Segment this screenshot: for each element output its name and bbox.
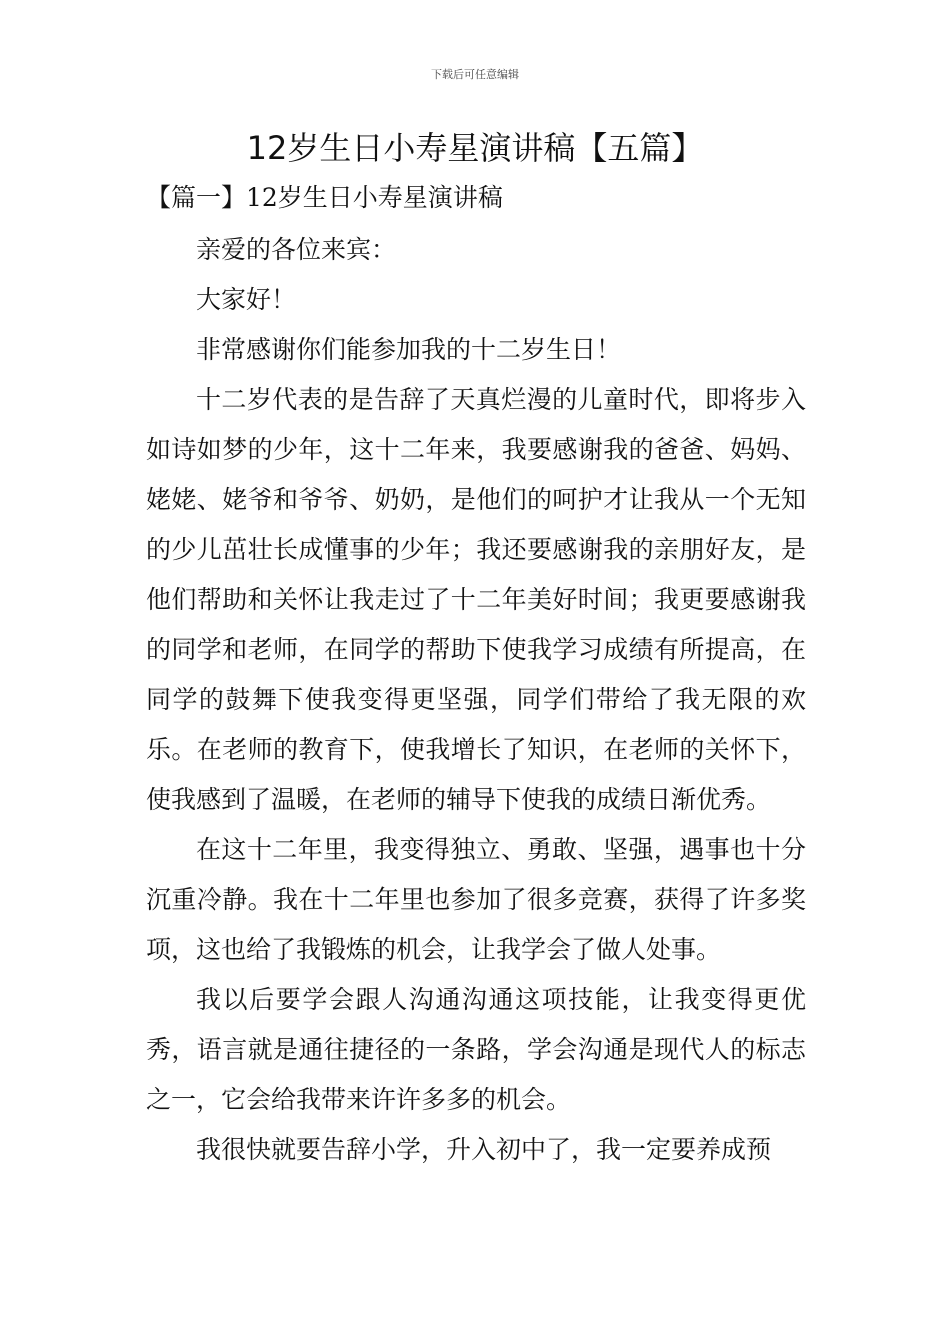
- paragraph-greeting: 亲爱的各位来宾：: [196, 235, 397, 264]
- paragraph-growth: 在这十二年里，我变得独立、勇敢、坚强，遇事也十分沉重冷静。我在十二年里也参加了很多竞赛，获得了许多奖项，这也给了我锻炼的机会，让我学会了做人处事。: [146, 835, 806, 964]
- header-note: 下载后可任意编辑: [431, 68, 519, 81]
- paragraph-thanks: 非常感谢你们能参加我的十二岁生日！: [196, 335, 622, 364]
- paragraph-future: 我很快就要告辞小学，升入初中了，我一定要养成预: [196, 1135, 772, 1164]
- paragraph-hello: 大家好！: [196, 285, 297, 314]
- section-heading: 【篇一】12岁生日小寿星演讲稿: [146, 183, 503, 212]
- body-text: [146, 225, 806, 1175]
- document-title: 12岁生日小寿星演讲稿【五篇】: [246, 129, 704, 167]
- paragraph-communication: 我以后要学会跟人沟通沟通这项技能，让我变得更优秀，语言就是通往捷径的一条路，学会沟通是现代人的标志之一，它会给我带来许许多多的机会。: [146, 985, 806, 1114]
- paragraph-gratitude: 十二岁代表的是告辞了天真烂漫的儿童时代，即将步入如诗如梦的少年，这十二年来，我要感谢我的爸爸、妈妈、姥姥、姥爷和爷爷、奶奶，是他们的呵护才让我从一个无知的少儿茁壮长成懂事的少年；我还要感谢我的亲朋好友，是他们帮助和关怀让我走过了十二年美好时间；我更要感谢我的同学和老师，在同学的帮助下使我学习成绩有所提高，在同学的鼓舞下使我变得更坚强，同学们带给了我无限的欢乐。在老师的教育下，使我增长了知识，在老师的关怀下，使我感到了温暖，在老师的辅导下使我的成绩日渐优秀。: [146, 385, 806, 814]
